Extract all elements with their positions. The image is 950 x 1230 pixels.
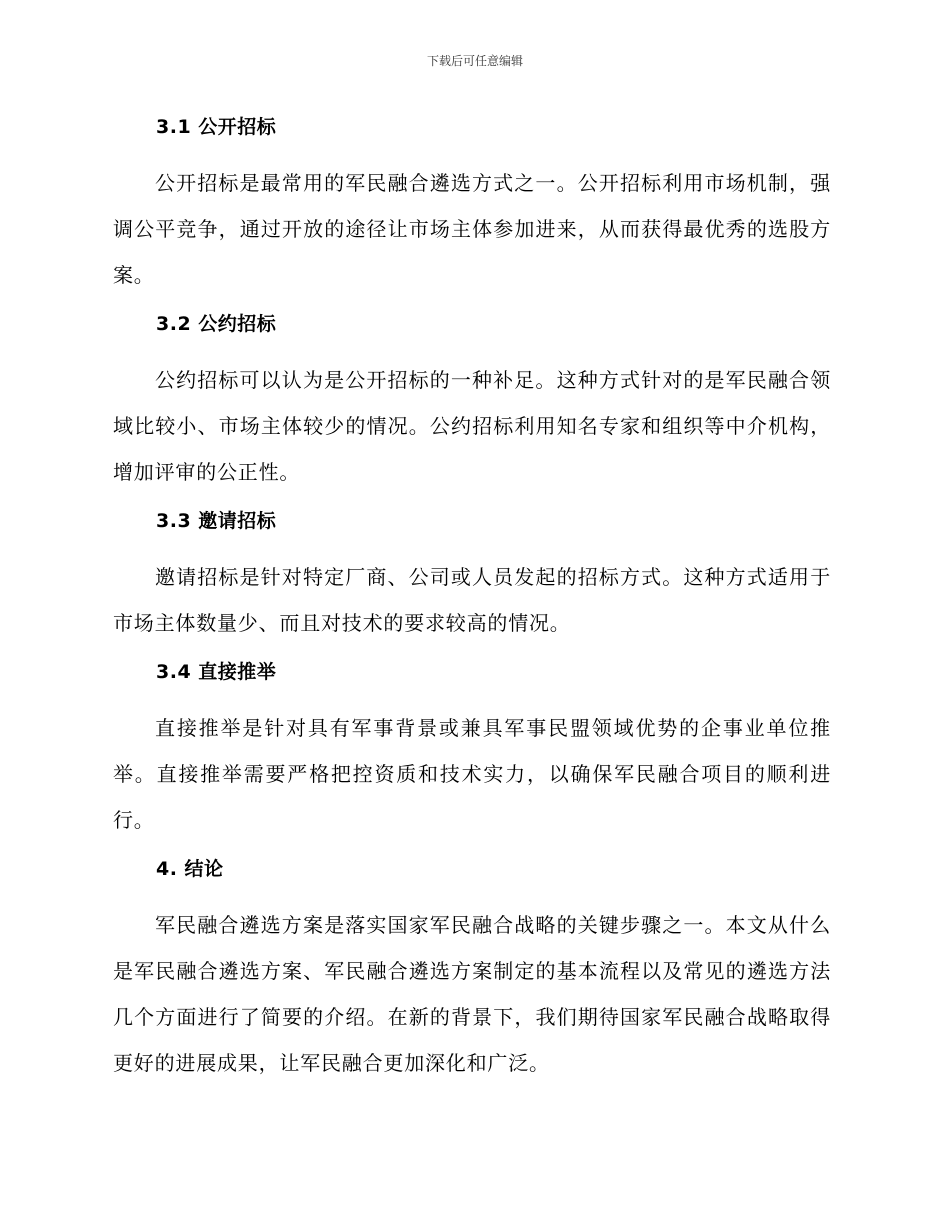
section-heading: 4. 结论 xyxy=(156,858,224,880)
section-heading: 3.2 公约招标 xyxy=(156,313,277,335)
section-invited-tender xyxy=(113,504,831,655)
section-paragraph: 邀请招标是针对特定厂商、公司或人员发起的招标方式。这种方式适用于市场主体数量少、而且对技术的要求较高的情况。 xyxy=(113,565,831,635)
section-heading: 3.3 邀请招标 xyxy=(156,510,277,532)
section-direct-recommendation xyxy=(113,655,831,852)
page-header-note: 下载后可任意编辑 xyxy=(426,54,523,68)
section-paragraph: 公开招标是最常用的军民融合遴选方式之一。公开招标利用市场机制，强调公平竞争，通过开放的途径让市场主体参加进来，从而获得最优秀的选股方案。 xyxy=(113,171,831,287)
section-paragraph: 公约招标可以认为是公开招标的一种补足。这种方式针对的是军民融合领域比较小、市场主体较少的情况。公约招标利用知名专家和组织等中介机构，增加评审的公正性。 xyxy=(113,368,831,484)
section-paragraph: 军民融合遴选方案是落实国家军民融合战略的关键步骤之一。本文从什么是军民融合遴选方案、军民融合遴选方案制定的基本流程以及常见的遴选方法几个方面进行了简要的介绍。在新的背景下，我们期待国家军民融合战略取得更好的进展成果，让军民融合更加深化和广泛。 xyxy=(113,913,831,1075)
section-convention-tender xyxy=(113,307,831,504)
section-conclusion xyxy=(113,852,831,1086)
section-heading: 3.1 公开招标 xyxy=(156,116,277,138)
document-body xyxy=(113,110,831,1086)
section-heading: 3.4 直接推举 xyxy=(156,661,277,683)
section-public-tender xyxy=(113,110,831,307)
section-paragraph: 直接推举是针对具有军事背景或兼具军事民盟领域优势的企事业单位推举。直接推举需要严格把控资质和技术实力，以确保军民融合项目的顺利进行。 xyxy=(113,716,831,832)
